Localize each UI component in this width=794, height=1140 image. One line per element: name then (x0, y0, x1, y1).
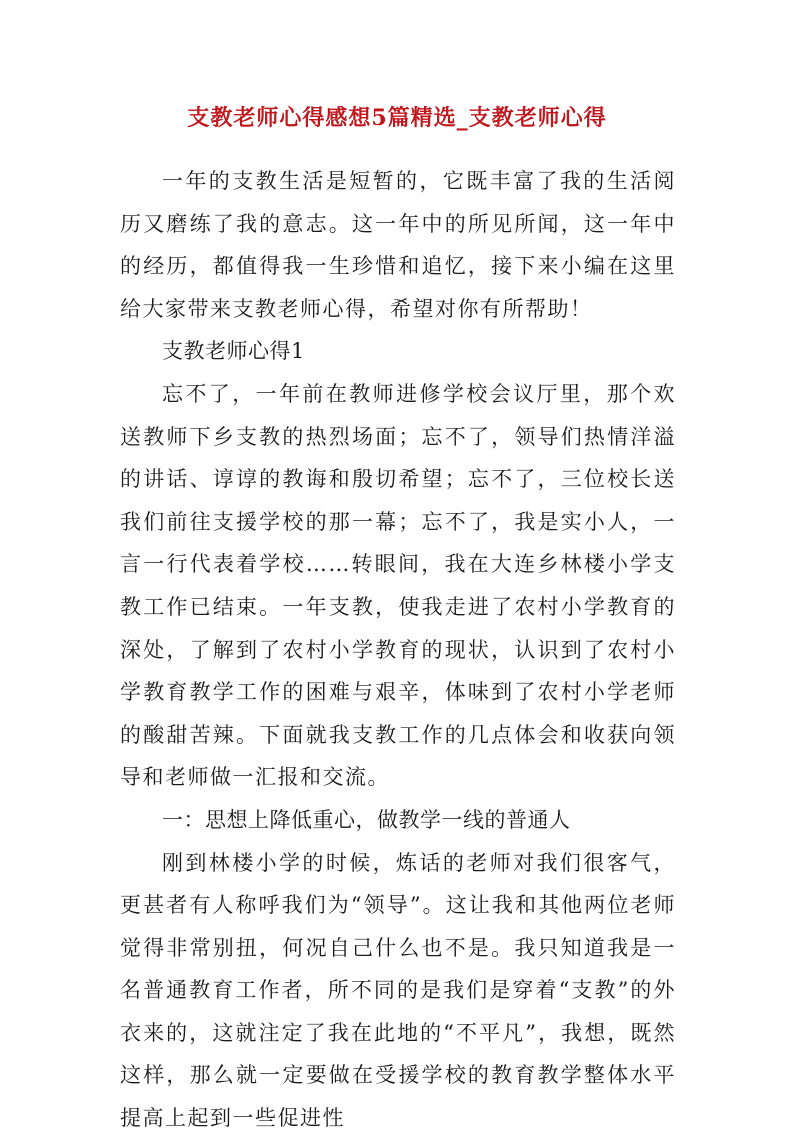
document-body (120, 160, 676, 1140)
document-title: 支教老师心得感想5篇精选_支教老师心得 (187, 105, 607, 131)
subsection-heading: 一：思想上降低重心，做教学一线的普通人 (162, 807, 571, 832)
body-paragraph: 忘不了，一年前在教师进修学校会议厅里，那个欢送教师下乡支教的热烈场面；忘不了，领导们热情洋溢的讲话、谆谆的教诲和殷切希望；忘不了，三位校长送我们前往支援学校的那一幕；忘不了，我是实小人，一言一行代表着学校……转眼间，我在大连乡林楼小学支教工作已结束。一年支教，使我走进了农村小学教育的深处，了解到了农村小学教育的现状，认识到了农村小学教育教学工作的困难与艰辛，体味到了农村小学老师的酸甜苦辣。下面就我支教工作的几点体会和收获向领导和老师做一汇报和交流。 (120, 381, 676, 790)
section-heading: 支教老师心得1 (162, 339, 305, 364)
body-paragraph: 刚到林楼小学的时候，炼话的老师对我们很客气，更甚者有人称呼我们为“领导”。这让我和其他两位老师觉得非常别扭，何况自己什么也不是。我只知道我是一名普通教育工作者，所不同的是我们是穿着“支教”的外衣来的，这就注定了我在此地的“不平凡”，我想，既然这样，那么就一定要做在受援学校的教育教学整体水平提高上起到一些促进性 (120, 850, 676, 1131)
intro-paragraph: 一年的支教生活是短暂的，它既丰富了我的生活阅历又磨练了我的意志。这一年中的所见所闻，这一年中的经历，都值得我一生珍惜和追忆，接下来小编在这里给大家带来支教老师心得，希望对你有所帮助！ (120, 169, 676, 321)
